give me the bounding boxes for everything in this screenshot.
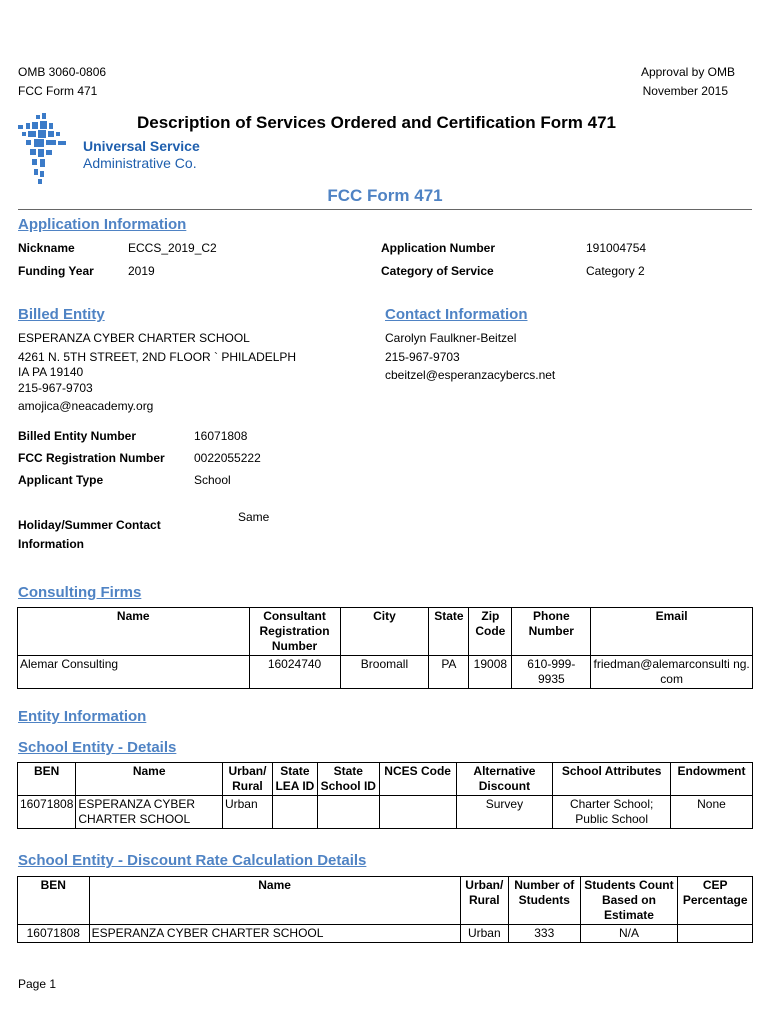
column-header: Name — [18, 608, 250, 656]
table-cell: 333 — [508, 925, 580, 943]
school-details-heading: School Entity - Details — [18, 739, 177, 756]
nickname-label: Nickname — [18, 241, 75, 255]
fcc-registration-label: FCC Registration Number — [18, 451, 165, 465]
form-id: FCC Form 471 — [18, 84, 98, 98]
logo-line-1: Universal Service — [83, 138, 200, 154]
column-header: State School ID — [317, 763, 379, 796]
approval-date: November 2015 — [642, 84, 728, 98]
table-cell — [317, 796, 379, 829]
table-cell: PA — [429, 656, 469, 689]
contact-email: cbeitzel@esperanzacybercs.net — [385, 368, 556, 382]
column-header: Students Count Based on Estimate — [580, 877, 678, 925]
application-number-label: Application Number — [381, 241, 496, 255]
column-header: State LEA ID — [272, 763, 317, 796]
column-header: Email — [591, 608, 753, 656]
column-header: School Attributes — [553, 763, 671, 796]
table-cell: Urban — [222, 796, 272, 829]
billed-entity-phone: 215-967-9703 — [18, 381, 93, 395]
discount-details-heading: School Entity - Discount Rate Calculation Details — [18, 852, 367, 869]
column-header: Zip Code — [469, 608, 512, 656]
table-cell: N/A — [580, 925, 678, 943]
table-cell: ESPERANZA CYBER CHARTER SCHOOL — [89, 925, 460, 943]
contact-phone: 215-967-9703 — [385, 350, 460, 364]
fcc-registration-value: 0022055222 — [194, 451, 261, 465]
application-number-value: 191004754 — [586, 241, 647, 255]
category-label: Category of Service — [381, 264, 494, 278]
divider — [18, 209, 752, 210]
omb-number: OMB 3060-0806 — [18, 65, 107, 79]
table-cell: 16071808 — [18, 796, 76, 829]
holiday-contact-label-1: Holiday/Summer Contact — [18, 518, 161, 532]
billed-entity-heading: Billed Entity — [18, 306, 105, 323]
column-header: Name — [89, 877, 460, 925]
table-cell: Urban — [460, 925, 508, 943]
table-cell: 19008 — [469, 656, 512, 689]
table-row — [18, 656, 753, 689]
applicant-type-label: Applicant Type — [18, 473, 104, 487]
column-header: BEN — [18, 763, 76, 796]
column-header: NCES Code — [379, 763, 456, 796]
column-header: BEN — [18, 877, 90, 925]
category-value: Category 2 — [586, 264, 645, 278]
column-header: Urban/ Rural — [460, 877, 508, 925]
billed-entity-number-label: Billed Entity Number — [18, 429, 137, 443]
table-cell: None — [670, 796, 752, 829]
table-cell: 16071808 — [18, 925, 90, 943]
table-cell — [678, 925, 753, 943]
logo-line-2: Administrative Co. — [83, 155, 197, 171]
table-header-row — [18, 763, 753, 796]
column-header: Phone Number — [512, 608, 591, 656]
column-header: Endowment — [670, 763, 752, 796]
column-header: Number of Students — [508, 877, 580, 925]
billed-entity-number-value: 16071808 — [194, 429, 248, 443]
column-header: CEP Percentage — [678, 877, 753, 925]
holiday-contact-value: Same — [238, 510, 270, 524]
table-cell: 16024740 — [249, 656, 340, 689]
billed-entity-name: ESPERANZA CYBER CHARTER SCHOOL — [18, 331, 250, 345]
table-cell: Survey — [456, 796, 553, 829]
table-cell — [272, 796, 317, 829]
funding-year-label: Funding Year — [18, 264, 94, 278]
table-cell: Charter School; Public School — [553, 796, 671, 829]
discount-details-table — [17, 876, 753, 943]
table-row — [18, 796, 753, 829]
billed-entity-address-2: IA PA 19140 — [18, 365, 84, 379]
table-header-row — [18, 877, 753, 925]
entity-info-heading: Entity Information — [18, 708, 147, 725]
page-number: Page 1 — [18, 977, 57, 991]
page-title: Description of Services Ordered and Certification Form 471 — [137, 113, 616, 132]
column-header: Urban/ Rural — [222, 763, 272, 796]
table-cell: ESPERANZA CYBER CHARTER SCHOOL — [76, 796, 223, 829]
table-cell: Alemar Consulting — [18, 656, 250, 689]
funding-year-value: 2019 — [128, 264, 155, 278]
application-info-heading: Application Information — [18, 216, 187, 233]
form-subtitle: FCC Form 471 — [327, 186, 443, 205]
billed-entity-email: amojica@neacademy.org — [18, 399, 154, 413]
column-header: State — [429, 608, 469, 656]
applicant-type-value: School — [194, 473, 231, 487]
table-row — [18, 925, 753, 943]
holiday-contact-label-2: Information — [18, 537, 84, 551]
table-cell — [379, 796, 456, 829]
column-header: Alternative Discount — [456, 763, 553, 796]
approval-label: Approval by OMB — [640, 65, 735, 79]
table-cell: 610-999-9935 — [512, 656, 591, 689]
column-header: City — [340, 608, 429, 656]
column-header: Name — [76, 763, 223, 796]
contact-info-heading: Contact Information — [385, 306, 528, 323]
nickname-value: ECCS_2019_C2 — [128, 241, 217, 255]
table-header-row — [18, 608, 753, 656]
contact-name: Carolyn Faulkner-Beitzel — [385, 331, 517, 345]
table-cell: friedman@alemarconsulti ng.com — [591, 656, 753, 689]
table-cell: Broomall — [340, 656, 429, 689]
school-details-table — [17, 762, 753, 829]
consulting-firms-heading: Consulting Firms — [18, 584, 142, 601]
billed-entity-address-1: 4261 N. 5TH STREET, 2ND FLOOR ` PHILADELPH — [18, 350, 297, 364]
column-header: Consultant Registration Number — [249, 608, 340, 656]
usac-logo-icon — [16, 113, 76, 185]
consulting-firms-table — [17, 607, 753, 689]
